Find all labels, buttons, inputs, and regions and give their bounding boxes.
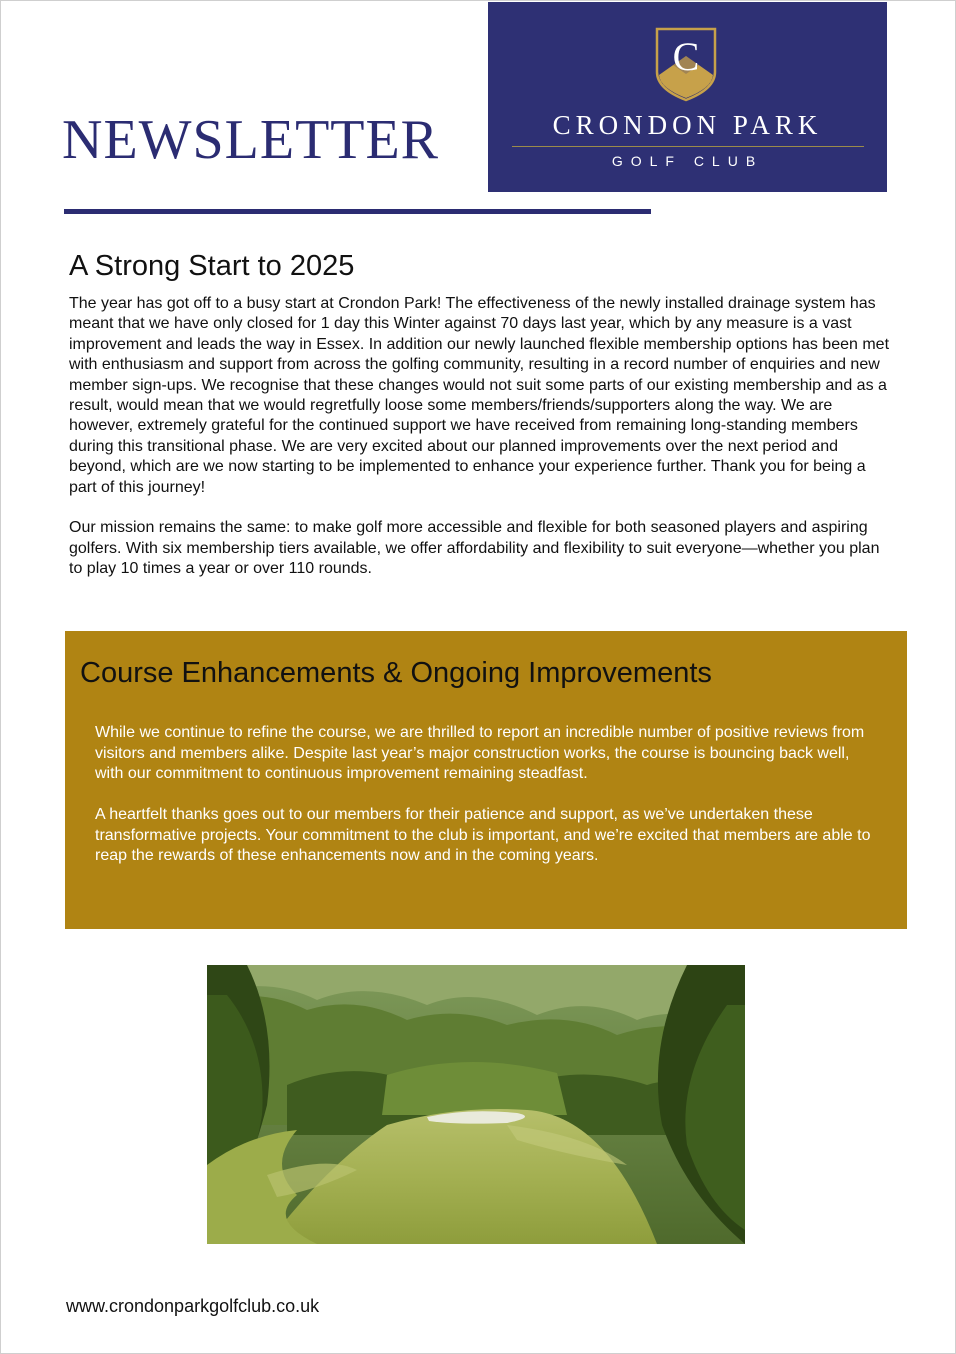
golf-fairway-image [207, 965, 745, 1244]
intro-heading: A Strong Start to 2025 [69, 250, 355, 282]
course-paragraph: A heartfelt thanks goes out to our members for their patience and support, as we’ve undertaken these transformative projects. Your commitment to the club is important, and we’re excited that members are able to reap the rewards of these enhancements now and in the coming years. [95, 806, 871, 864]
crest-letter: C [672, 34, 700, 79]
club-name: CRONDON PARK [552, 110, 823, 140]
intro-paragraph: Our mission remains the same: to make golf more accessible and flexible for both seasoned players and aspiring golfers. With six membership tiers available, we offer affordability and flexibility to suit everyone—whether you plan to play 10 times a year or over 110 rounds. [69, 519, 880, 578]
course-body [95, 723, 875, 867]
club-subtitle: GOLF CLUB [611, 153, 764, 169]
newsletter-title: NEWSLETTER [62, 109, 440, 171]
course-enhancements-panel [65, 631, 907, 929]
intro-paragraph: The year has got off to a busy start at Crondon Park! The effectiveness of the newly installed drainage system has meant that we have only closed for 1 day this Winter against 70 days last year, which by any measure is a vast improvement and leads the way in Essex. In addition our newly launched flexible membership options has been met with enthusiasm and support from across the golfing community, resulting in a record number of enquiries and new member sign-ups. We recognise that these changes would not suit some parts of our existing membership and as a result, would mean that we would regretfully loose some members/friends/supporters along the way. We are however, extremely grateful for the continued support we have received from remaining long-standing members during this transitional phase. We are very excited about our planned improvements over the next period and beyond, which are we now starting to be implemented to enhance your experience further. Thank you for being a part of this journey! [69, 295, 890, 496]
club-logo [488, 2, 887, 192]
crest-icon [654, 26, 718, 102]
golf-course-photo [207, 965, 745, 1244]
title-divider [64, 209, 651, 214]
logo-divider [512, 146, 864, 147]
course-heading: Course Enhancements & Ongoing Improvements [80, 657, 712, 689]
intro-body [69, 294, 889, 580]
footer-website-link[interactable]: www.crondonparkgolfclub.co.uk [66, 1296, 320, 1316]
course-paragraph: While we continue to refine the course, we are thrilled to report an incredible number of positive reviews from visitors and members alike. Despite last year’s major construction works, the course is bouncing back well, with our commitment to continuous improvement remaining steadfast. [95, 724, 865, 782]
